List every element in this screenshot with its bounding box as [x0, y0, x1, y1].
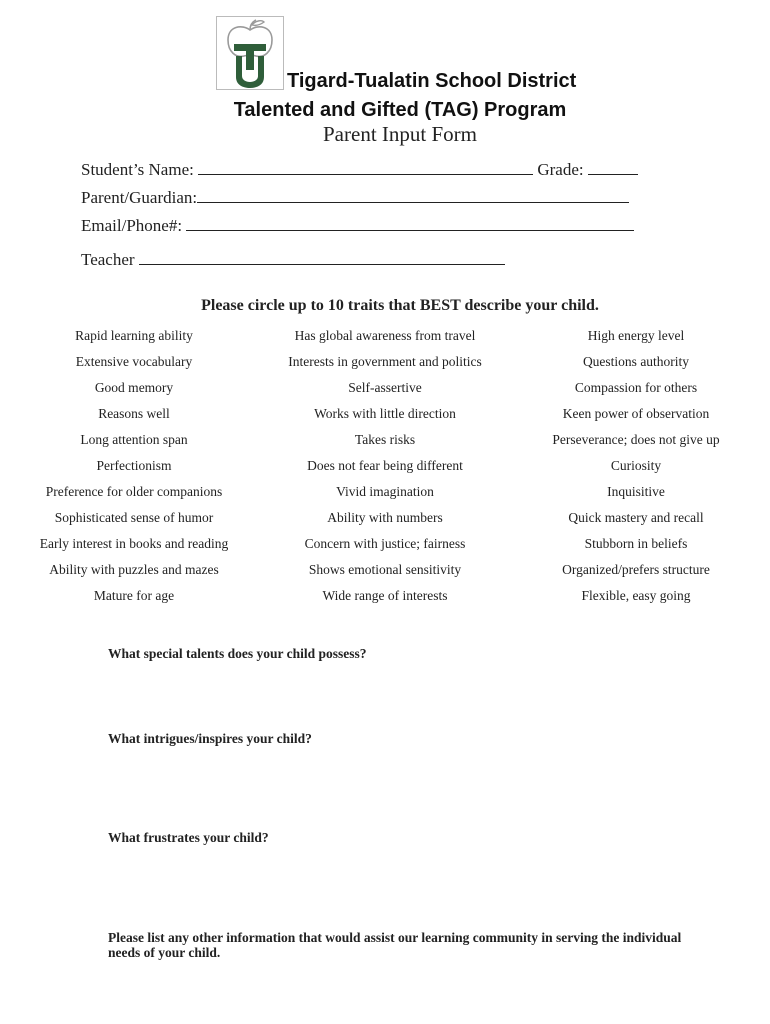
- trait-item[interactable]: Perseverance; does not give up: [552, 432, 720, 447]
- trait-item[interactable]: Inquisitive: [607, 484, 665, 499]
- email-phone-field[interactable]: [186, 216, 634, 231]
- trait-item[interactable]: Mature for age: [93, 588, 175, 603]
- grade-label: Grade:: [537, 160, 584, 179]
- teacher-label: Teacher: [81, 250, 135, 269]
- trait-item[interactable]: Curiosity: [610, 458, 662, 473]
- trait-item[interactable]: Sophisticated sense of humor: [54, 510, 214, 525]
- parent-row: [81, 188, 629, 208]
- trait-item[interactable]: Has global awareness from travel: [294, 328, 476, 343]
- trait-item[interactable]: Organized/prefers structure: [562, 562, 710, 577]
- question-other-info: Please list any other information that would assist our learning community in serving the individual needs of your child.: [108, 930, 682, 960]
- trait-item[interactable]: Questions authority: [582, 354, 690, 369]
- trait-item[interactable]: Ability with puzzles and mazes: [49, 562, 219, 577]
- parent-label: Parent/Guardian:: [81, 188, 198, 207]
- trait-item[interactable]: Keen power of observation: [562, 406, 710, 421]
- teacher-row: [81, 250, 505, 270]
- program-title: Talented and Gifted (TAG) Program: [233, 99, 567, 121]
- traits-instruction: Please circle up to 10 traits that BEST describe your child.: [201, 297, 599, 314]
- trait-item[interactable]: Rapid learning ability: [75, 328, 193, 343]
- teacher-field[interactable]: [139, 250, 505, 265]
- district-name: Tigard-Tualatin School District: [287, 70, 577, 92]
- trait-item[interactable]: Extensive vocabulary: [75, 354, 193, 369]
- email-label: Email/Phone#:: [81, 216, 183, 235]
- trait-item[interactable]: Concern with justice; fairness: [304, 536, 466, 551]
- student-name-row: [81, 160, 638, 180]
- trait-item[interactable]: Reasons well: [98, 406, 170, 421]
- trait-item[interactable]: Self-assertive: [348, 380, 422, 395]
- trait-item[interactable]: Good memory: [94, 380, 174, 395]
- trait-item[interactable]: High energy level: [587, 328, 685, 343]
- trait-item[interactable]: Stubborn in beliefs: [584, 536, 688, 551]
- trait-item[interactable]: Preference for older companions: [45, 484, 223, 499]
- trait-item[interactable]: Takes risks: [354, 432, 416, 447]
- trait-item[interactable]: Does not fear being different: [307, 458, 463, 473]
- trait-item[interactable]: Shows emotional sensitivity: [308, 562, 462, 577]
- apple-tt-logo-icon: [216, 16, 284, 90]
- form-title: Parent Input Form: [323, 122, 477, 146]
- trait-item[interactable]: Wide range of interests: [322, 588, 448, 603]
- student-name-field[interactable]: [198, 160, 533, 175]
- trait-item[interactable]: Compassion for others: [574, 380, 698, 395]
- student-name-label: Student’s Name:: [81, 160, 194, 179]
- trait-item[interactable]: Perfectionism: [96, 458, 172, 473]
- question-intrigues: What intrigues/inspires your child?: [108, 731, 312, 746]
- grade-field[interactable]: [588, 160, 638, 175]
- trait-item[interactable]: Interests in government and politics: [288, 354, 482, 369]
- district-logo: [216, 16, 284, 90]
- question-special-talents: What special talents does your child possess?: [108, 646, 367, 661]
- trait-item[interactable]: Early interest in books and reading: [39, 536, 229, 551]
- trait-item[interactable]: Ability with numbers: [327, 510, 443, 525]
- email-row: [81, 216, 634, 236]
- parent-field[interactable]: [197, 188, 629, 203]
- trait-item[interactable]: Quick mastery and recall: [568, 510, 704, 525]
- question-frustrates: What frustrates your child?: [108, 830, 269, 845]
- trait-item[interactable]: Long attention span: [80, 432, 188, 447]
- trait-item[interactable]: Vivid imagination: [336, 484, 434, 499]
- trait-item[interactable]: Works with little direction: [314, 406, 456, 421]
- trait-item[interactable]: Flexible, easy going: [581, 588, 691, 603]
